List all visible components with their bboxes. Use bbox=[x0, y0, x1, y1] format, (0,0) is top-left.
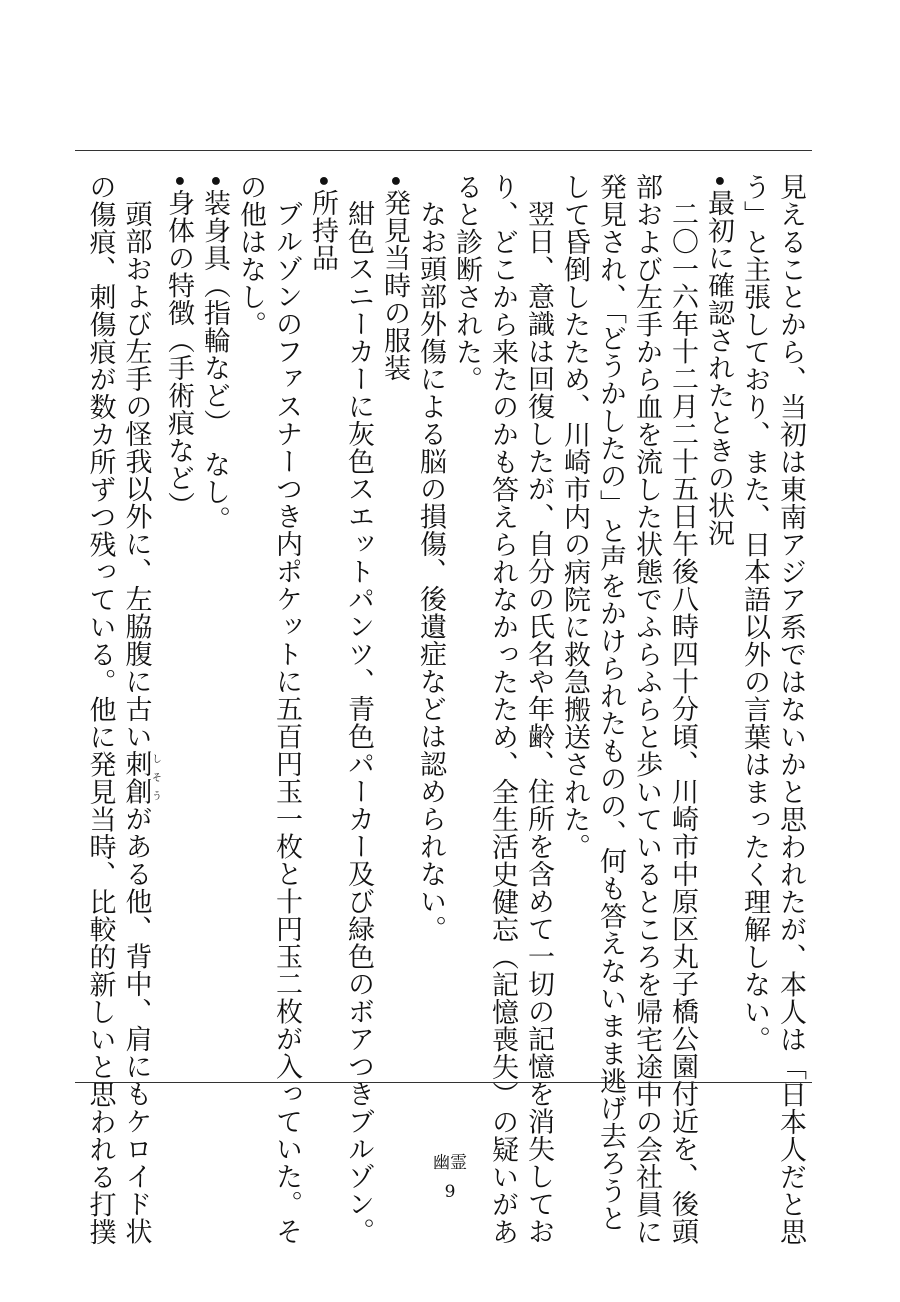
text-line-6: 発見され、「どうかしたの」と声をかけられたものの、何も答えないまま逃げ去ろうと bbox=[595, 173, 626, 1232]
text-line-8: 翌日、意識は回復したが、自分の氏名や年齢、住所を含めて一切の記憶を消失してお bbox=[523, 200, 554, 1245]
bottom-rule bbox=[75, 1082, 812, 1083]
text-line-19-before: 頭部および左手の怪我以外に、左脇腹に古い bbox=[120, 200, 152, 750]
ruby-base: 刺創 bbox=[120, 750, 152, 805]
text-line-11: なお頭部外傷による脳の損傷、後遺症などは認められない。 bbox=[415, 200, 446, 943]
footer-title: 幽霊 bbox=[433, 1153, 467, 1173]
section-heading-accessories: •装身具（指輪など） なし。 bbox=[199, 173, 230, 534]
text-line-20: の傷痕、刺傷痕が数カ所ずつ残っている。他に発見当時、比較的新しいと思われる打撲 bbox=[84, 173, 116, 1246]
section-heading-belongings: •所持品 bbox=[307, 173, 338, 272]
top-rule bbox=[75, 150, 812, 151]
text-line-5: 部および左手から血を流した状態でふらふらと歩いているところを帰宅途中の会社員に bbox=[631, 173, 662, 1246]
text-line-13: 紺色スニーカーに灰色スエットパンツ、青色パーカー及び緑色のボアつきブルゾン。 bbox=[343, 200, 374, 1245]
ruby-reading: しそう bbox=[149, 750, 161, 805]
text-line-16: の他はなし。 bbox=[235, 173, 266, 338]
text-line-10: ると診断された。 bbox=[451, 173, 482, 393]
section-heading-body-features: •身体の特徴（手術痕など） bbox=[163, 173, 194, 520]
text-line-19-after: がある他、背中、肩にもケロイド状 bbox=[120, 805, 152, 1245]
section-heading-first-found: •最初に確認されたときの状況 bbox=[703, 173, 734, 547]
text-line-1: 見えることから、当初は東南アジア系ではないかと思われたが、本人は「日本人だと思 bbox=[775, 173, 806, 1246]
text-line-9: り、どこから来たのかも答えられなかったため、全生活史健忘（記憶喪失）の疑いがあ bbox=[487, 173, 518, 1246]
text-line-7: して昏倒したため、川崎市内の病院に救急搬送された。 bbox=[559, 173, 590, 861]
ruby-annotation bbox=[120, 750, 161, 805]
page-number: 9 bbox=[444, 1182, 456, 1202]
text-line-2: う」と主張しており、また、日本語以外の言葉はまったく理解しない。 bbox=[739, 173, 770, 1053]
text-line-19 bbox=[118, 173, 161, 1245]
text-line-15: ブルゾンのファスナーつき内ポケットに五百円玉一枚と十円玉二枚が入っていた。そ bbox=[271, 200, 302, 1245]
text-line-4: 二〇一六年十二月二十五日午後八時四十分頃、川崎市中原区丸子橋公園付近を、後頭 bbox=[667, 200, 698, 1245]
section-heading-clothing: •発見当時の服装 bbox=[379, 173, 410, 382]
